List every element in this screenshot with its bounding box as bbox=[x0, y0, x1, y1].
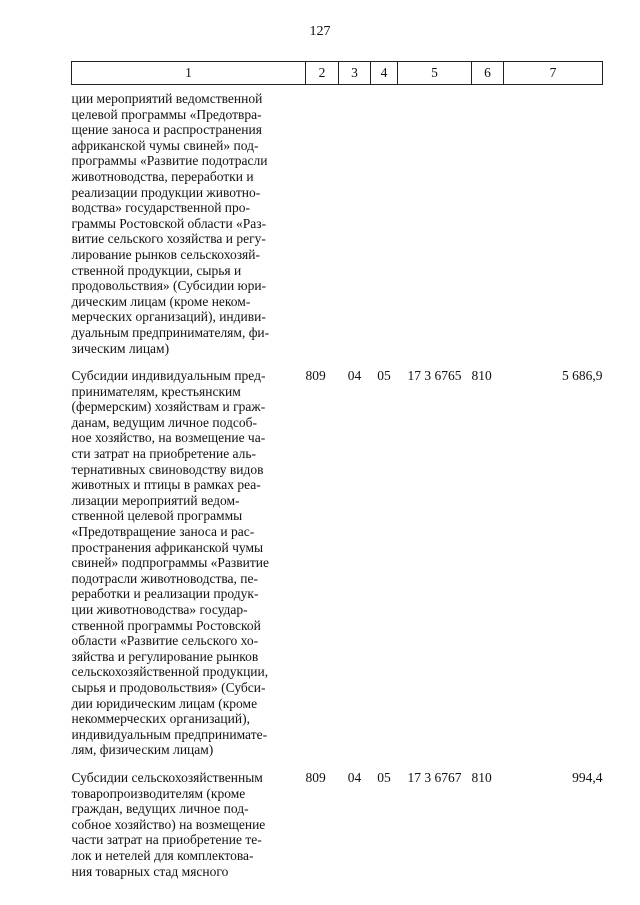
row-section bbox=[339, 91, 371, 356]
row-grbs bbox=[306, 91, 339, 356]
row-target-article bbox=[398, 91, 472, 356]
row-target-article: 17 3 6765 bbox=[407, 368, 462, 384]
column-header-1: 1 bbox=[72, 62, 306, 85]
row-subsection: 05 bbox=[377, 368, 391, 384]
row-section: 04 bbox=[347, 368, 362, 384]
table-row bbox=[72, 368, 603, 758]
page-number: 127 bbox=[309, 24, 331, 39]
row-expense-type: 810 bbox=[471, 769, 492, 785]
row-sum bbox=[504, 91, 603, 356]
row-grbs: 809 bbox=[305, 368, 326, 384]
table-header-row bbox=[72, 62, 603, 85]
row-description: Субсидии сельскохозяйственным товаропроизводителям (кроме граждан, ведущих личное под- собное хозяйство) на возмещение части затрат на приобретение те- лок и нетелей для комплектова- ния товарных стад мясного bbox=[71, 769, 266, 879]
row-subsection: 05 bbox=[377, 769, 391, 785]
table-row bbox=[72, 91, 603, 356]
row-expense-type: 810 bbox=[471, 368, 492, 384]
column-header-4: 4 bbox=[371, 62, 398, 85]
row-sum: 994,4 bbox=[572, 769, 603, 785]
row-description: Субсидии индивидуальным пред- принимателям, крестьянским (фермерским) хозяйствам и граж- данам, ведущим личное подсоб- ное хозяйство, на возмещение ча- сти затрат на приобретение аль- тернативных свиноводству видов животных и птицы в рамках реа- лизации мероприятий ведом- ственной целевой программы «Предотвращение заноса и рас- пространения африканской чумы свиней» подпрограммы «Развитие подотрасли животноводства, пе- реработки и реализации продук- ции животноводства» государ- ственной программы Ростовской области «Развитие сельского хо- зяйства и регулирование рынков сельскохозяйственной продукции, сырья и продовольствия» (Субси- дии юридическим лицам (кроме некоммерческих организаций), индивидуальным предпринимате- лям, физическим лицам) bbox=[71, 368, 269, 758]
table-row bbox=[72, 770, 603, 879]
column-header-3: 3 bbox=[339, 62, 371, 85]
row-section: 04 bbox=[347, 769, 362, 785]
row-target-article: 17 3 6767 bbox=[407, 769, 462, 785]
column-header-7: 7 bbox=[504, 62, 603, 85]
column-header-6: 6 bbox=[472, 62, 504, 85]
row-grbs: 809 bbox=[305, 769, 326, 785]
budget-table bbox=[71, 61, 603, 879]
row-sum: 5 686,9 bbox=[562, 368, 603, 384]
row-subsection bbox=[371, 91, 398, 356]
column-header-2: 2 bbox=[306, 62, 339, 85]
row-description: ции мероприятий ведомственной целевой программы «Предотвра- щение заноса и распространения африканской чумы свиней» под- программы «Развитие подотрасли животноводства, переработки и реализации продукции животно- водства» государственной про- граммы Ростовской области «Раз- витие сельского хозяйства и регу- лирование рынков сельскохозяй- ственной продукции, сырья и продовольствия» (Субсидии юри- дическим лицам (кроме неком- мерческих организаций), индиви- дуальным предпринимателям, фи- зическим лицам) bbox=[71, 91, 270, 356]
column-header-5: 5 bbox=[398, 62, 472, 85]
row-expense-type bbox=[472, 91, 504, 356]
